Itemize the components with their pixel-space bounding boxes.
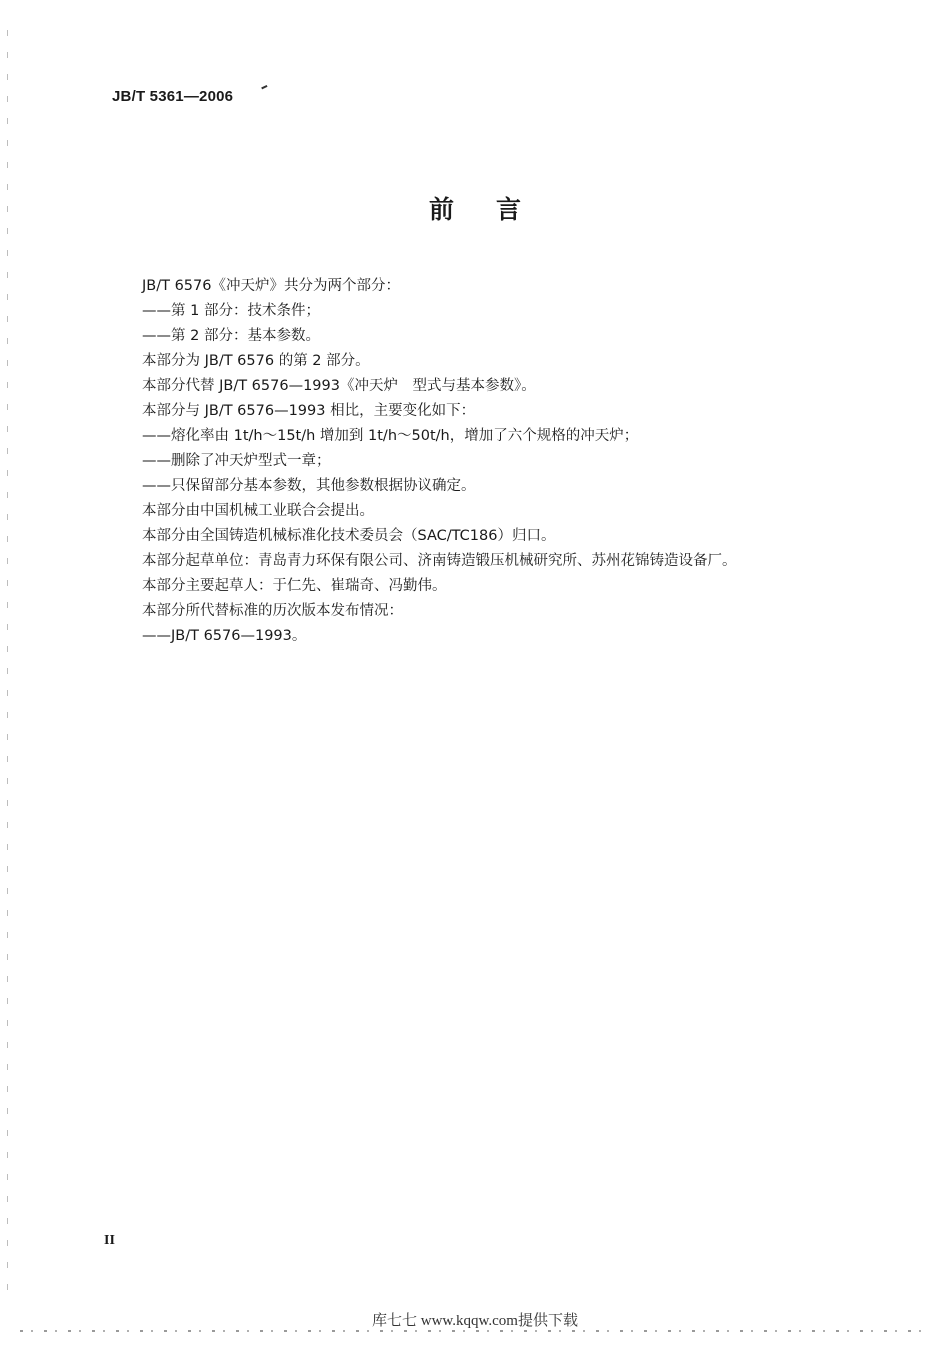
- body-line: ——JB/T 6576—1993。: [142, 628, 307, 644]
- body-line: 本部分由中国机械工业联合会提出。: [142, 503, 374, 519]
- body-line: 本部分与 JB/T 6576—1993 相比，主要变化如下：: [142, 403, 476, 419]
- scan-speckle-artifact: [20, 1330, 930, 1332]
- body-line: ——熔化率由 1t/h～15t/h 增加到 1t/h～50t/h，增加了六个规格的冲天炉；: [142, 428, 639, 444]
- body-line: 本部分为 JB/T 6576 的第 2 部分。: [142, 353, 370, 369]
- body-line: 本部分所代替标准的历次版本发布情况：: [142, 603, 403, 619]
- body-line: 本部分主要起草人：于仁先、崔瑞奇、冯勤伟。: [142, 578, 447, 594]
- body-line: ——第 2 部分：基本参数。: [142, 328, 320, 344]
- ink-mark: [261, 85, 269, 92]
- page-title: 前言: [428, 195, 563, 224]
- body-line: ——删除了冲天炉型式一章；: [142, 453, 331, 469]
- body-line: 本部分代替 JB/T 6576—1993《冲天炉 型式与基本参数》。: [142, 378, 536, 394]
- body-line: ——第 1 部分：技术条件；: [142, 303, 320, 319]
- body-line: JB/T 6576《冲天炉》共分为两个部分：: [142, 278, 400, 294]
- standard-code: JB/T 5361—2006: [112, 88, 234, 105]
- foreword-body: [142, 274, 862, 649]
- page-number: II: [104, 1233, 115, 1248]
- download-footer: 库七七 www.kqqw.com提供下载: [372, 1313, 578, 1329]
- body-line: ——只保留部分基本参数，其他参数根据协议确定。: [142, 478, 476, 494]
- body-line: 本部分起草单位：青岛青力环保有限公司、济南铸造锻压机械研究所、苏州花锦铸造设备厂。: [142, 553, 737, 569]
- body-line: 本部分由全国铸造机械标准化技术委员会（SAC/TC186）归口。: [142, 528, 556, 544]
